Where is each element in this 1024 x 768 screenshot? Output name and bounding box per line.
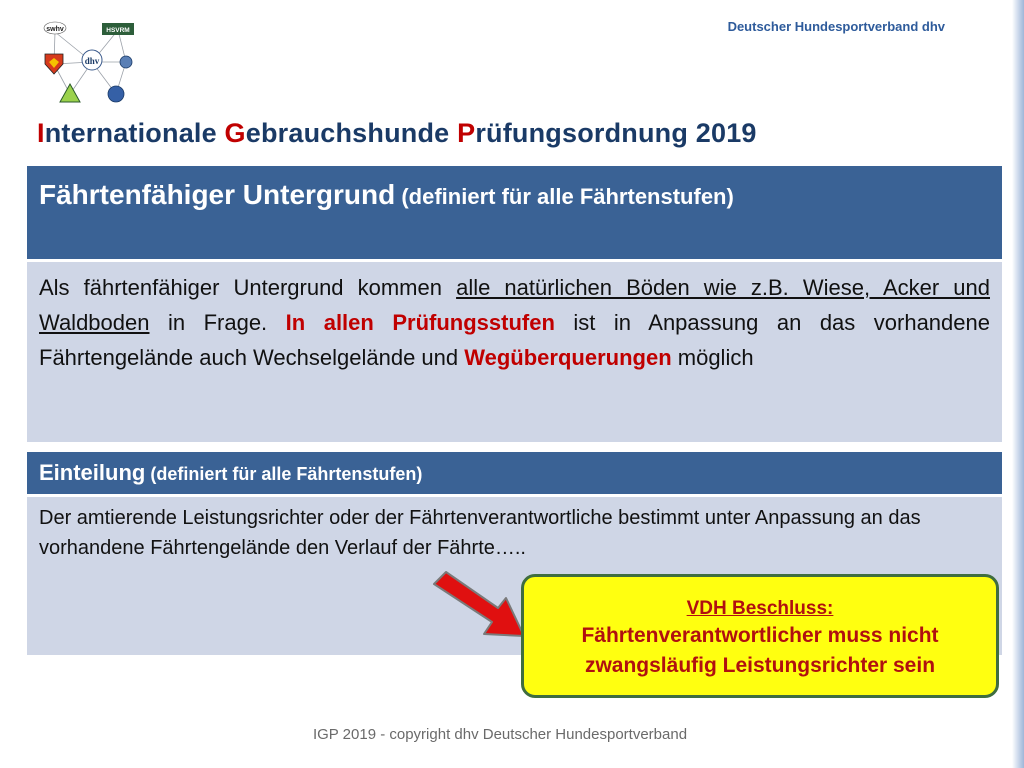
vdh-decision-callout — [521, 574, 999, 698]
callout-title: VDH Beschluss: — [686, 598, 834, 619]
shield-dog-logo — [45, 54, 63, 74]
hsvrm-logo — [102, 23, 134, 35]
footer-copyright: IGP 2019 - copyright dhv Deutscher Hundesportverband — [312, 726, 688, 743]
svg-text:swhv: swhv — [46, 26, 64, 33]
section-heading-suffix: (definiert für alle Fährtenstufen) — [145, 464, 423, 484]
swhv-logo — [44, 22, 66, 34]
section-body-tracking-ground: Als fährtenfähiger Untergrund kommen alle natürlichen Böden wie z.B. Wiese, Acker und Waldboden in Frage. In allen Prüfungsstufen ist in Anpassung an das vorhandene Fährtengelände auch Wechselgelände und Wegüberquerungen möglich — [27, 262, 1002, 442]
section-heading-division — [27, 452, 1002, 494]
svg-text:HSVRM: HSVRM — [106, 27, 130, 34]
page-title: Internationale Gebrauchshunde Prüfungsordnung 2019 — [37, 118, 757, 148]
section-body-division: Der amtierende Leistungsrichter oder der Fährtenverantwortliche bestimmt unter Anpassung an das vorhandene Fährtengelände den Verlauf der Fährte….. — [27, 497, 1002, 655]
callout-line-1: Fährtenverantwortlicher muss nicht — [581, 624, 939, 647]
dhv-logo — [82, 50, 102, 70]
triangle-logo — [60, 84, 80, 102]
right-edge-decoration — [1012, 0, 1024, 768]
callout-line-2: zwangsläufig Leistungsrichter sein — [584, 654, 936, 677]
svg-text:dhv: dhv — [84, 56, 100, 66]
blue-emblem-logo — [120, 56, 132, 68]
club-logos — [40, 20, 150, 112]
red-arrow-icon — [428, 566, 528, 646]
section-heading-text: Einteilung — [39, 460, 146, 485]
section-heading-tracking-ground — [27, 166, 1002, 259]
round-blue-logo — [108, 86, 124, 102]
section-heading-text: Fährtenfähiger Untergrund — [39, 179, 396, 210]
organization-name: Deutscher Hundesportverband dhv — [727, 19, 945, 34]
section-heading-suffix: (definiert für alle Fährtenstufen) — [395, 184, 734, 209]
